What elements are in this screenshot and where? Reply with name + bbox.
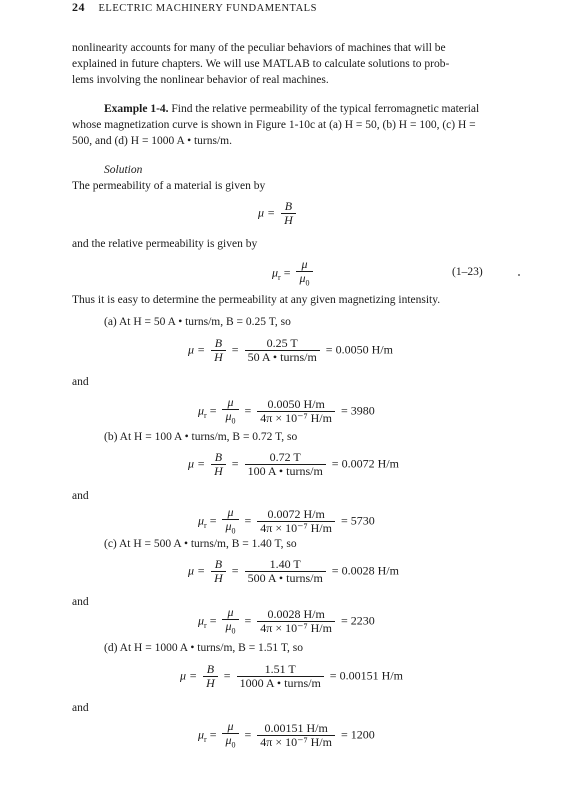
margin-mark <box>518 274 520 276</box>
part-d-mu: μ = $\frac{B}{H}$ = $\frac{1.51 T}{\text{1000 A • turns/m}}$ = 0.00151 H/m <box>180 662 403 690</box>
part-d-mur: $\mu_r$ = $\frac{\mu}{\mu_0}$ = $\frac{0.00151 H/m}{\text{4π × 10⁻⁷ H/m}}$ = 1200 <box>198 719 375 750</box>
part-b-mu: μ = $\frac{B}{H}$ = $\frac{0.72 T}{\text{100 A • turns/m}}$ = 0.0072 H/m <box>188 450 399 478</box>
example-line-3: 500, and (d) H = 1000 A • turns/m. <box>72 135 233 147</box>
relative-permeability-formula: $\mu_r$ = $\frac{\mu}{\mu_0}$ <box>272 258 316 289</box>
permeability-intro: The permeability of a material is given by <box>72 180 266 192</box>
part-a-given: (a) At H = 50 A • turns/m, B = 0.25 T, so <box>104 316 291 328</box>
part-b-given: (b) At H = 100 A • turns/m, B = 0.72 T, so <box>104 431 298 443</box>
part-c-mur: $\mu_r$ = $\frac{\mu}{\mu_0}$ = $\frac{0.0028 H/m}{\text{4π × 10⁻⁷ H/m}}$ = 2230 <box>198 605 375 636</box>
part-a-mu: μ = $\frac{B}{H}$ = $\frac{0.25 T}{\text{50 A • turns/m}}$ = 0.0050 H/m <box>188 336 393 364</box>
part-d-given: (d) At H = 1000 A • turns/m, B = 1.51 T, so <box>104 642 303 654</box>
part-d-and: and <box>72 702 89 714</box>
intro-line-2: explained in future chapters. We will use MATLAB to calculate solutions to prob- <box>72 58 450 70</box>
part-b-mur: $\mu_r$ = $\frac{\mu}{\mu_0}$ = $\frac{0.0072 H/m}{\text{4π × 10⁻⁷ H/m}}$ = 5730 <box>198 505 375 536</box>
part-a-mur: $\mu_r$ = $\frac{\mu}{\mu_0}$ = $\frac{0.0050 H/m}{\text{4π × 10⁻⁷ H/m}}$ = 3980 <box>198 395 375 426</box>
permeability-formula: μ = $\frac{B}{H}$ <box>258 200 299 227</box>
intro-line-3: lems involving the nonlinear behavior of real machines. <box>72 74 329 86</box>
running-header <box>72 0 317 15</box>
example-label: Example 1-4. <box>104 103 169 115</box>
running-title: ELECTRIC MACHINERY FUNDAMENTALS <box>98 3 317 14</box>
part-b-and: and <box>72 490 89 502</box>
part-c-and: and <box>72 596 89 608</box>
example-line-2: whose magnetization curve is shown in Figure 1-10c at (a) H = 50, (b) H = 100, (c) H = <box>72 119 476 131</box>
example-text-1: Find the relative permeability of the typical ferromagnetic material <box>171 103 480 115</box>
page-number: 24 <box>72 0 85 14</box>
example-line-1 <box>104 103 479 115</box>
part-c-mu: μ = $\frac{B}{H}$ = $\frac{1.40 T}{\text{500 A • turns/m}}$ = 0.0028 H/m <box>188 557 399 585</box>
equation-number: (1–23) <box>452 266 483 278</box>
relative-permeability-intro: and the relative permeability is given by <box>72 238 258 250</box>
solution-heading: Solution <box>104 164 143 176</box>
easy-line: Thus it is easy to determine the permeability at any given magnetizing intensity. <box>72 294 441 306</box>
part-a-and: and <box>72 376 89 388</box>
intro-line-1: nonlinearity accounts for many of the peculiar behaviors of machines that will be <box>72 42 446 54</box>
part-c-given: (c) At H = 500 A • turns/m, B = 1.40 T, so <box>104 538 297 550</box>
